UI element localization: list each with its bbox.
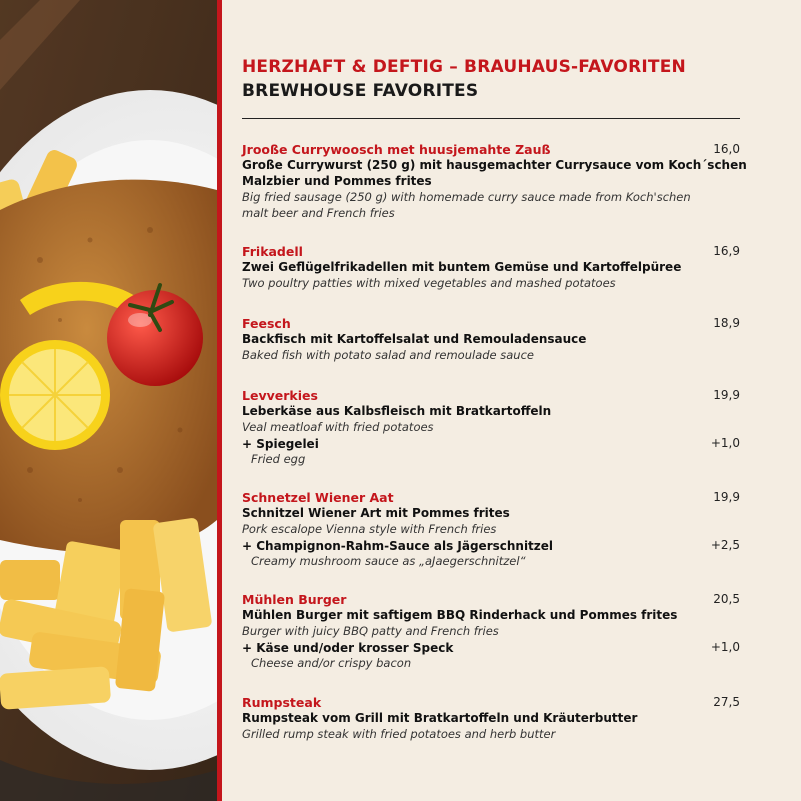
menu-item-schnetzel bbox=[242, 489, 740, 569]
item-translation: malt beer and French fries bbox=[242, 206, 395, 220]
item-name: Frikadell bbox=[242, 244, 303, 259]
menu-item-rumpsteak bbox=[242, 694, 740, 742]
item-description: Schnitzel Wiener Art mit Pommes frites bbox=[242, 506, 510, 520]
item-extra-price: +1,0 bbox=[710, 640, 740, 654]
item-price: 16,0 bbox=[713, 142, 740, 156]
item-description: Zwei Geflügelfrikadellen mit buntem Gemüse und Kartoffelpüree bbox=[242, 260, 682, 274]
item-extra: + Käse und/oder krosser Speck bbox=[242, 641, 454, 655]
item-extra-translation: Fried egg bbox=[251, 452, 306, 466]
item-description: Große Currywurst (250 g) mit hausgemachter Currysauce vom Koch´schen bbox=[242, 158, 747, 172]
item-price: 20,5 bbox=[713, 592, 740, 606]
item-translation: Burger with juicy BBQ patty and French fries bbox=[242, 624, 499, 638]
item-price: 16,9 bbox=[713, 244, 740, 258]
menu-title-english: BREWHOUSE FAVORITES bbox=[242, 81, 479, 101]
item-extra: + Spiegelei bbox=[242, 437, 319, 451]
title-divider bbox=[242, 118, 740, 119]
item-extra-price: +2,5 bbox=[710, 538, 740, 552]
menu-item-frikadell bbox=[242, 243, 740, 291]
item-extra-translation: Cheese and/or crispy bacon bbox=[251, 656, 412, 670]
item-price: 19,9 bbox=[713, 490, 740, 504]
schnitzel-plate-image bbox=[0, 0, 217, 801]
menu-panel bbox=[222, 0, 801, 801]
item-name: Rumpsteak bbox=[242, 695, 322, 710]
item-name: Mühlen Burger bbox=[242, 592, 347, 607]
item-extra: + Champignon-Rahm-Sauce als Jägerschnitzel bbox=[242, 539, 554, 553]
item-translation: Grilled rump steak with fried potatoes and herb butter bbox=[242, 727, 556, 741]
item-name: Levverkies bbox=[242, 388, 318, 403]
item-description: Rumpsteak vom Grill mit Bratkartoffeln und Kräuterbutter bbox=[242, 711, 638, 725]
menu-item-levverkies bbox=[242, 387, 740, 467]
item-translation: Two poultry patties with mixed vegetables and mashed potatoes bbox=[242, 276, 616, 290]
menu-item-feesch bbox=[242, 315, 740, 363]
item-price: 19,9 bbox=[713, 388, 740, 402]
item-price: 18,9 bbox=[713, 316, 740, 330]
item-description: Malzbier und Pommes frites bbox=[242, 174, 432, 188]
item-price: 27,5 bbox=[713, 695, 740, 709]
item-extra-translation: Creamy mushroom sauce as „aJaegerschnitzel“ bbox=[251, 554, 526, 568]
item-translation: Pork escalope Vienna style with French fries bbox=[242, 522, 497, 536]
item-translation: Veal meatloaf with fried potatoes bbox=[242, 420, 434, 434]
item-description: Leberkäse aus Kalbsfleisch mit Bratkartoffeln bbox=[242, 404, 552, 418]
item-name: Schnetzel Wiener Aat bbox=[242, 490, 394, 505]
item-name: Jrooße Currywoosch met huusjemahte Zauß bbox=[242, 142, 551, 157]
item-description: Mühlen Burger mit saftigem BBQ Rinderhack und Pommes frites bbox=[242, 608, 678, 622]
food-photo bbox=[0, 0, 217, 801]
menu-item-currywurst bbox=[242, 141, 747, 221]
menu-title-german: HERZHAFT & DEFTIG – BRAUHAUS-FAVORITEN bbox=[242, 57, 686, 77]
item-description: Backfisch mit Kartoffelsalat und Remouladensauce bbox=[242, 332, 587, 346]
menu-item-muehlen-burger bbox=[242, 591, 740, 671]
item-translation: Big fried sausage (250 g) with homemade curry sauce made from Koch'schen bbox=[242, 190, 691, 204]
item-translation: Baked fish with potato salad and remoulade sauce bbox=[242, 348, 534, 362]
item-name: Feesch bbox=[242, 316, 291, 331]
item-extra-price: +1,0 bbox=[710, 436, 740, 450]
